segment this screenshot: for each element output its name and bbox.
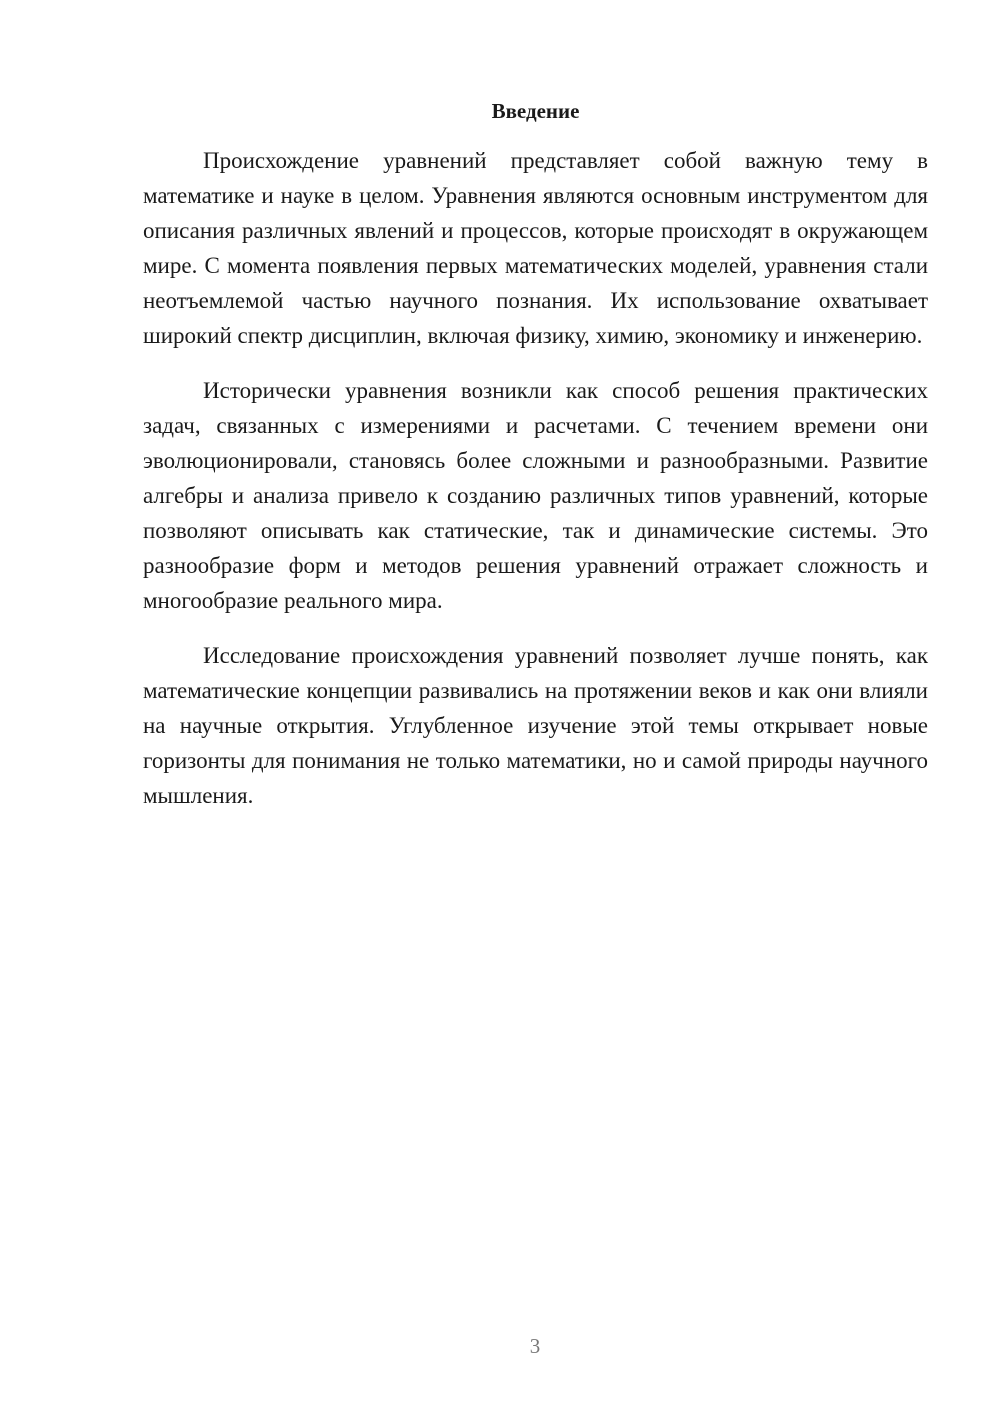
body-text [143,143,928,833]
paragraph-1: Происхождение уравнений представляет собой важную тему в математике и науке в целом. Уравнения являются основным инструментом для описания различных явлений и процессов, которые происходят в окружающем мире. С момента появления первых математических моделей, уравнения стали неотъемлемой частью научного познания. Их использование охватывает широкий спектр дисциплин, включая физику, химию, экономику и инженерию. [143,148,928,348]
paragraph-3: Исследование происхождения уравнений позволяет лучше понять, как математические концепции развивались на протяжении веков и как они влияли на научные открытия. Углубленное изучение этой темы открывает новые горизонты для понимания не только математики, но и самой природы научного мышления. [143,643,928,808]
paragraph-2: Исторически уравнения возникли как способ решения практических задач, связанных с измерениями и расчетами. С течением времени они эволюционировали, становясь более сложными и разнообразными. Развитие алгебры и анализа привело к созданию различных типов уравнений, которые позволяют описывать как статические, так и динамические системы. Это разнообразие форм и методов решения уравнений отражает сложность и многообразие реального мира. [143,378,928,613]
section-heading: Введение [491,99,580,123]
page-number: 3 [529,1334,541,1358]
